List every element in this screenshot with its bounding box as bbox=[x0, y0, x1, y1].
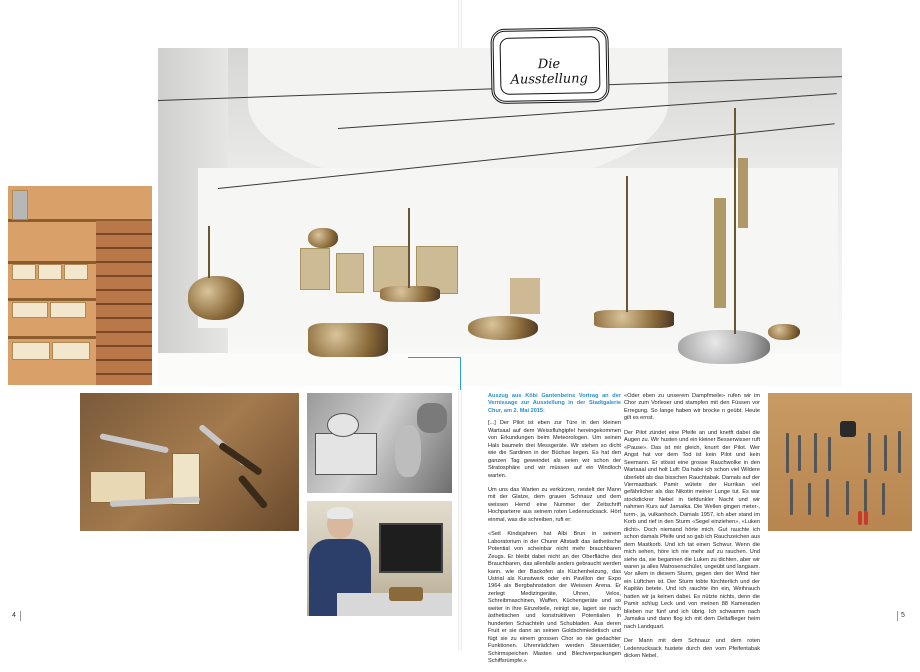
ship-sculpture bbox=[380, 286, 440, 302]
paragraph: Der Mann mit dem Schnauz und dem roten Ledenrucksack hustete durch den vom Pfeifentabak dicken Nebel. bbox=[624, 638, 760, 659]
monitor bbox=[379, 523, 443, 573]
artist-hands-bw-photo bbox=[307, 393, 452, 493]
sculpture-mast bbox=[734, 108, 736, 334]
storage-box bbox=[12, 264, 36, 280]
flying-machine-sculpture bbox=[308, 228, 338, 248]
section-title: Die Ausstellung bbox=[510, 56, 589, 88]
tool bbox=[828, 437, 831, 471]
small-boat-sculpture bbox=[768, 324, 800, 340]
hammer-handle bbox=[218, 442, 263, 476]
paragraph: [...] Der Pilot ist eben zur Türe in den kleinen Wartsaal auf dem Weissfluhgipfel hereingekommen von Erkundungen beim Meteorologen. Um seinen Hals baumeln drei Messgeräte. Wir stehen so dicht wie die Sardinen in der Büchse liegen. Es hat den ganzen Tag geweindet als seien wir schon der Stratosphäre und wir müssen auf ein Windloch warten. bbox=[488, 420, 621, 479]
tool-cup bbox=[12, 190, 28, 220]
sculpture-sail bbox=[714, 198, 726, 308]
tool bbox=[884, 435, 887, 471]
hacksaw-blade bbox=[99, 433, 169, 453]
drawer-cabinet bbox=[96, 221, 152, 385]
folio-rule bbox=[897, 611, 898, 621]
paragraph: «Oder eben zu unserem Dampfmeile» rufen wir im Chor zum Vorleser und stampfen mit den Füssen vor Erregung. So lange haben wir brocke n geübt. Heute gilt es ernst. bbox=[624, 393, 760, 422]
tool bbox=[786, 433, 789, 473]
paragraph: Der Pilot zündet eine Pfeife an und knetft dabei die Augen zu. Wir husten und ein kleiner Besserwisser ruft «Pause». Das ist mir gleich, knurrt der Pilot. Wer Angst hat vor dem Tod ist kein Pilot und kein Seemann. Er stösst eine grosse Rauchwolke in den Wartsaal und holt Luft: Da habe ich schon viel Wildere überlebt als das bisschen Rauchtabak. Damals auf der Viermastbark Pamir wütete der Hurrikan viel gefährlicher als das Nikotin meiner Lunge tut. Es war stockdickrer Nebel in tiefdunkler Nacht und wir nahmen Kurs auf Jamaika. Die Wellen gingen meter-, turm-, ja, vulkanhoch. Damals 1957, ich aber stand im Korb und rief in den Sturm «Segel einziehen», «Luken dicht». Doch niemand hörte mich. Gut rauchte ich schon damals Pfeife und so gab ich Rauchzeichen aus dem Mastkorb. Und ich tat einen Schwur. Wenn die mich sehen, höre ich nie mehr auf zu rauchen. Und siehe da, sie begannen die Luken zu dichten, aber wir waren ja alles Matrosenschüler, ungeübt und langsam. Vor allem in diesem Sturm, gegen den der Wind hier ein Lüftchen ist. Der Sturm tobte fürchterlich und der Kapitän betete. Und ich rauchte ihn ein, Weihrauch hatten wir ja keinen dabei. Es nützte nichts, denn die Pamir schlug Leck und von meinen 88 Kameraden blieben nur fünf und ich übrig. Ich schwamm nach Jamaika und dann flog ich mit dem Deltaflieger heim nach Landquart. bbox=[624, 429, 760, 630]
page-number-right: 5 bbox=[901, 612, 905, 619]
speech-caption: Auszug aus Köbi Gantenbeins Vortrag an der Vernissage zur Ausstellung in der Stadtgalerie Chur, am 2. Mai 2015: bbox=[488, 393, 621, 414]
tool bbox=[868, 433, 871, 473]
airship-sculpture bbox=[188, 276, 244, 320]
sculpture-sail bbox=[738, 158, 748, 228]
sculpture-mast bbox=[408, 208, 410, 288]
metal-dome bbox=[327, 413, 359, 437]
tool bbox=[846, 481, 849, 515]
tool bbox=[882, 483, 885, 515]
silver-hull-sculpture bbox=[678, 330, 770, 364]
hair bbox=[417, 403, 447, 433]
storage-box bbox=[64, 264, 88, 280]
red-pliers-grip bbox=[858, 511, 862, 525]
tool bbox=[826, 479, 829, 517]
paragraph: «Seit Kindsjahren hat Albi Brun in seinem Laboratorium in der Churer Altstadt das ästhetische Potential von scheinbar nicht mehr brauchbaren Zeugs. Er bleibt dabei nicht an der Oberfläche des Brauchbaren, das allenfalls anders gebraucht werden kann, wie der Backofen als Küchenheizung, das Ustrial als Kunstwerk oder ein Pavillon der Expo 1964 als Bergbahnstation der Weissen Arena. Er zerlegt Medizingeräte, Uhren, Velos, Schreibmaschinen, Waffen, Küchengeräte und so weiter in ihre Einzelteile, reinigt sie, lagert sie nach ästhetischen und konstruktiven Potentialen in hunderten Schachteln und Schubladen. Aus deren Fruit er sie dann an seinen Goldschmiedetisch und fügt sie zu einem grossen Chor so nie gedachter Funktionen. Uhrenrädchen werden Steuerräder, Schirmspeichen Masten und Blechverpackungen Schiffsrümpfe.» bbox=[488, 531, 621, 664]
hand bbox=[395, 425, 421, 477]
caption-pointer-line bbox=[460, 357, 461, 390]
workbench-tools-photo bbox=[80, 393, 299, 531]
sculpture-sail bbox=[510, 278, 540, 314]
storage-box bbox=[50, 302, 86, 318]
file-handle bbox=[237, 474, 268, 509]
tool bbox=[790, 479, 793, 515]
steam-machine-sculpture bbox=[308, 323, 388, 357]
page-number-left: 4 bbox=[12, 612, 16, 619]
tool bbox=[864, 479, 867, 515]
drawing-panel bbox=[300, 248, 330, 290]
storage-box bbox=[12, 342, 50, 360]
caption-pointer-line bbox=[408, 357, 460, 358]
raft-sculpture bbox=[594, 310, 674, 328]
sculpture-mast bbox=[626, 176, 628, 312]
tool bbox=[814, 433, 817, 473]
tool bbox=[898, 431, 901, 473]
tool-tray bbox=[90, 471, 146, 503]
red-pliers-grip bbox=[864, 511, 868, 525]
brush bbox=[389, 587, 423, 601]
storage-box bbox=[38, 264, 62, 280]
storage-box bbox=[52, 342, 90, 360]
text-column-2 bbox=[624, 393, 760, 667]
metal-model bbox=[315, 433, 377, 475]
tool bbox=[808, 483, 811, 515]
title-card bbox=[490, 27, 609, 104]
artist-hair bbox=[327, 507, 353, 519]
tool-board-photo bbox=[768, 393, 912, 531]
tool bbox=[798, 435, 801, 471]
folio-rule bbox=[20, 611, 21, 621]
paragraph: Um uns das Warten zu verkürzen, nestelt der Mann mit der Glatze, dem grauen Schnauz und dem weissen Hemd eine Nummer der Zeitschrift Hochparterre aus seinem roten Ledenrucksack. Hört einmal, was die schreiben, ruft er: bbox=[488, 486, 621, 523]
workshop-shelves-photo bbox=[8, 186, 152, 385]
storage-box bbox=[12, 302, 48, 318]
artist-at-work-photo bbox=[307, 501, 452, 616]
boat-sculpture bbox=[468, 316, 538, 340]
drawing-panel bbox=[336, 253, 364, 293]
sculpture-mast bbox=[208, 226, 210, 278]
text-column-1 bbox=[488, 393, 621, 672]
tool-cup bbox=[840, 421, 856, 437]
